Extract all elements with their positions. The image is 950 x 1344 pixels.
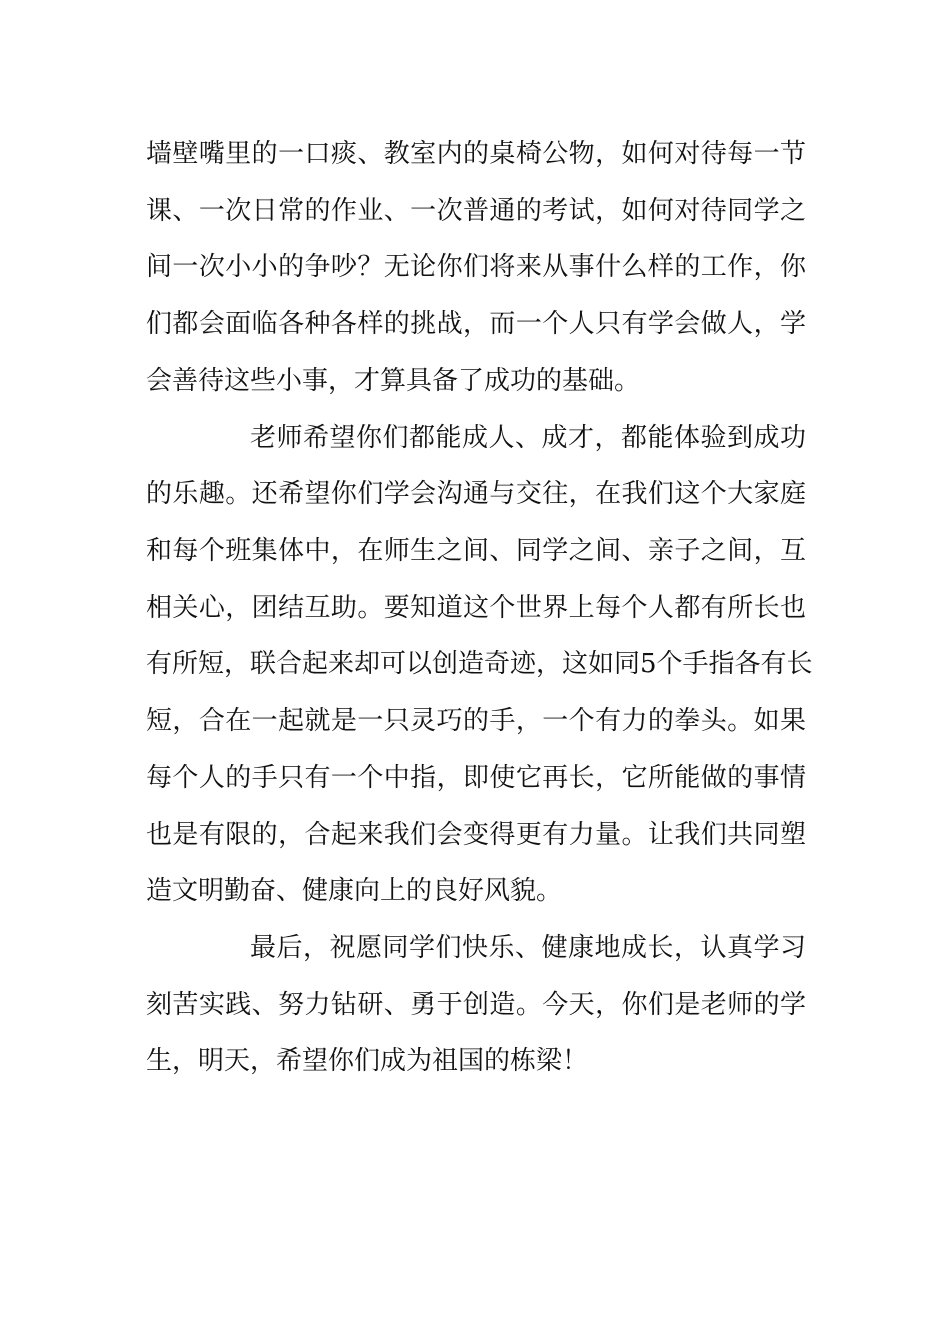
paragraph-2-line-4: 相关心，团结互助。要知道这个世界上每个人都有所长也: [146, 593, 806, 623]
paragraph-3-line-3: 生，明天，希望你们成为祖国的栋梁！: [146, 1046, 589, 1076]
paragraph-2-line-3: 和每个班集体中，在师生之间、同学之间、亲子之间，互: [146, 536, 806, 566]
paragraph-1-line-4: 们都会面临各种各样的挑战，而一个人只有学会做人，学: [146, 309, 806, 339]
paragraph-2-line-5: 有所短，联合起来却可以创造奇迹，这如同5个手指各有长: [146, 649, 813, 679]
paragraph-2-line-8: 也是有限的，合起来我们会变得更有力量。让我们共同塑: [146, 820, 806, 850]
paragraph-1-line-1: 墙壁嘴里的一口痰、教室内的桌椅公物，如何对待每一节: [146, 139, 806, 169]
paragraph-2-line-7: 每个人的手只有一个中指，即使它再长，它所能做的事情: [146, 763, 806, 793]
paragraph-3-line-1: 最后，祝愿同学们快乐、健康地成长，认真学习: [250, 933, 806, 963]
paragraph-2-line-1: 老师希望你们都能成人、成才，都能体验到成功: [250, 423, 806, 453]
paragraph-2-line-2: 的乐趣。还希望你们学会沟通与交往，在我们这个大家庭: [146, 479, 806, 509]
paragraph-1-line-3: 间一次小小的争吵？无论你们将来从事什么样的工作，你: [146, 252, 806, 282]
paragraph-1-line-2: 课、一次日常的作业、一次普通的考试，如何对待同学之: [146, 196, 806, 226]
paragraph-2-line-6: 短，合在一起就是一只灵巧的手，一个有力的拳头。如果: [146, 706, 806, 736]
paragraph-1-line-5: 会善待这些小事，才算具备了成功的基础。: [146, 366, 641, 396]
paragraph-2-line-9: 造文明勤奋、健康向上的良好风貌。: [146, 876, 563, 906]
paragraph-3-line-2: 刻苦实践、努力钻研、勇于创造。今天，你们是老师的学: [146, 990, 806, 1020]
